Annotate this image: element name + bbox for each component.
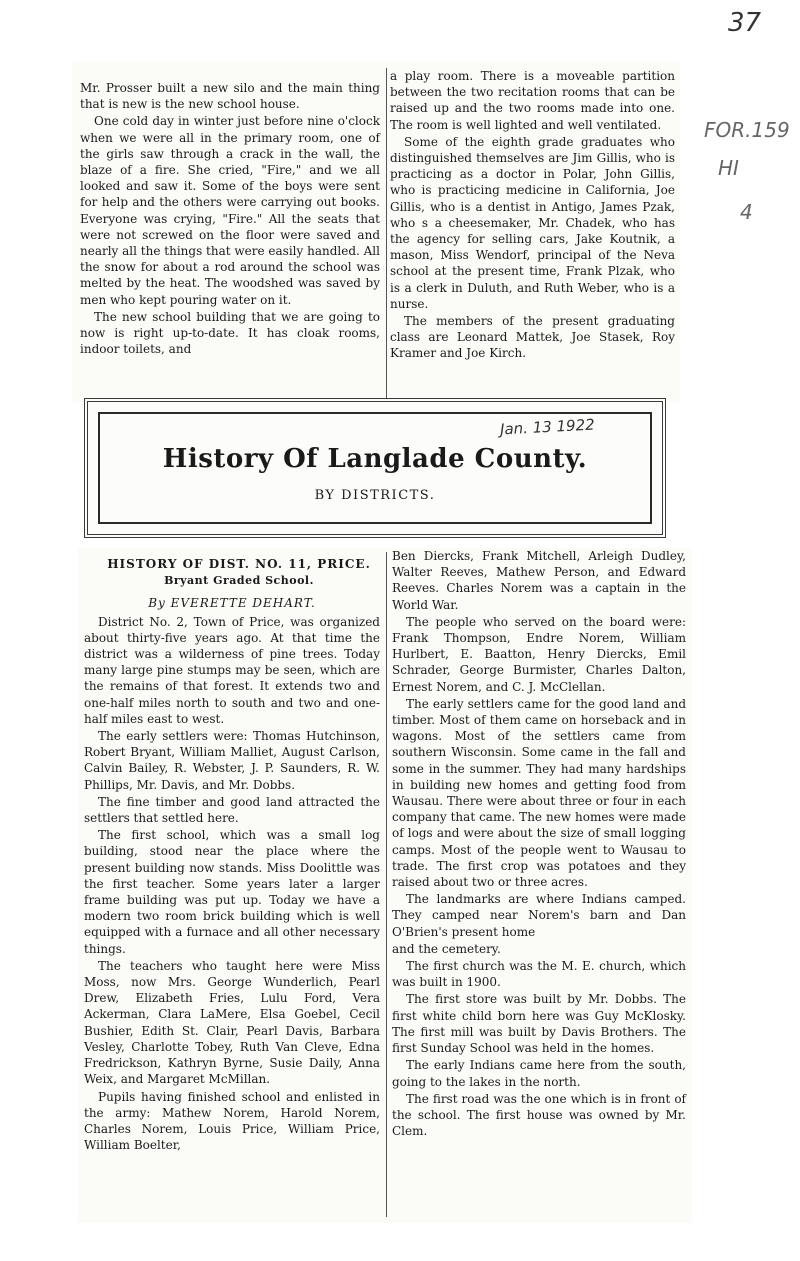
paragraph: The early settlers came for the good land and timber. Most of them came on horseback and in wagons. Most of the settlers came from southern Wisconsin. Some came in the fall and some in the summer. They had many hardships in building new homes and getting food from Wausau. There were about three or four in each company that came. The new homes were made of logs and were about the size of small logging camps. Most of the people went to Wausau to trade. The first crop was potatoes and they raised about two or three acres. <box>392 696 686 890</box>
paragraph: a play room. There is a moveable partition between the two recitation rooms that can be raised up and the two rooms made into one. The room is well lighted and well ventilated. <box>390 69 675 132</box>
paragraph: The first church was the M. E. church, which was built in 1900. <box>392 959 686 990</box>
paragraph: The new school building that we are going to now is right up-to-date. It has cloak rooms, indoor toilets, and <box>80 309 380 357</box>
handwritten-date: Jan. 13 1922 <box>499 415 596 439</box>
margin-note-code: FOR.159 <box>704 118 790 142</box>
top-clipping <box>72 62 680 402</box>
article-subhead: Bryant Graded School. <box>164 574 314 588</box>
margin-note-num: 4 <box>740 200 753 224</box>
top-right-column <box>390 68 675 363</box>
margin-note-hi: HI <box>718 156 739 180</box>
paragraph: The first store was built by Mr. Dobbs. The first white child born here was Guy McKlosky. The first mill was built by Davis Brothers. The first Sunday School was held in the homes. <box>392 992 686 1056</box>
paragraph: The early Indians came here from the south, going to the lakes in the north. <box>392 1058 686 1089</box>
article-left-column <box>84 556 380 1154</box>
paragraph: The people who served on the board were: Frank Thompson, Endre Norem, William Hurlbert, E. Baatton, Henry Diercks, Emil Schrader, George Burmister, Charles Dalton, Ernest Norem, and C. J. McClellan. <box>392 614 686 694</box>
paragraph: The early settlers were: Thomas Hutchinson, Robert Bryant, William Malliet, August Carlson, Calvin Bailey, R. Webster, J. P. Saunders, R. W. Phillips, Mr. Davis, and Mr. Dobbs. <box>84 729 380 792</box>
article-byline: By EVERETTE DEHART. <box>148 596 316 611</box>
paragraph: The first school, which was a small log building, stood near the place where the present building now stands. Miss Doolittle was the first teacher. Some years later a larger frame building was put up. Today we have a modern two room brick building which is well equipped with a furnace and all other necessary things. <box>84 828 380 956</box>
banner-subtitle: BY DISTRICTS. <box>314 488 436 503</box>
banner-title: History Of Langlade County. <box>162 444 588 474</box>
paragraph: The members of the present graduating class are Leonard Mattek, Joe Stasek, Roy Kramer and Joe Kirch. <box>390 314 675 361</box>
page-number: 37 <box>728 8 762 38</box>
paragraph: Mr. Prosser built a new silo and the main thing that is new is the new school house. <box>80 81 380 112</box>
paragraph: District No. 2, Town of Price, was organized about thirty-five years ago. At that time the district was a wilderness of pine trees. Today many large pine stumps may be seen, which are the remains of that forest. It extends two and one-half miles north to south and two and one-half miles east to west. <box>84 614 380 726</box>
article-clipping <box>78 548 692 1223</box>
paragraph: Pupils having finished school and enlisted in the army: Mathew Norem, Harold Norem, Charles Norem, Louis Price, William Price, William Boelter, <box>84 1089 380 1153</box>
paragraph: One cold day in winter just before nine o'clock when we were all in the primary room, one of the girls saw through a crack in the wall, the blaze of a fire. She cried, "Fire," and we all looked and saw it. Some of the boys were sent for help and the others were carrying out books. Everyone was crying, "Fire." All the seats that were not screwed on the floor were saved and nearly all the things that were easily handled. All the snow for about a rod around the school was melted by the heat. The woodshed was saved by men who kept pouring water on it. <box>80 114 380 307</box>
paragraph: The teachers who taught here were Miss Moss, now Mrs. George Wunderlich, Pearl Drew, Elizabeth Fries, Lulu Ford, Vera Ackerman, Clara LaMere, Elsa Goebel, Cecil Bushier, Edith St. Clair, Pearl Davis, Barbara Vesley, Charlotte Tobey, Ruth Van Cleve, Edna Fredrickson, Kathryn Byrne, Susie Daily, Anna Weix, and Margaret McMillan. <box>84 958 380 1087</box>
column-rule <box>386 552 387 1217</box>
paragraph: The landmarks are where Indians camped. They camped near Norem's barn and Dan O'Brien's present home <box>392 892 686 939</box>
top-left-column <box>80 80 380 358</box>
article-right-column <box>392 548 686 1140</box>
column-rule <box>386 68 387 398</box>
paragraph: The first road was the one which is in front of the school. The first house was owned by Mr. Clem. <box>392 1091 686 1139</box>
paragraph: Ben Diercks, Frank Mitchell, Arleigh Dudley, Walter Reeves, Mathew Person, and Edward Reeves. Charles Norem was a captain in the World War. <box>392 549 686 612</box>
paragraph: The fine timber and good land attracted the settlers that settled here. <box>84 794 380 826</box>
paragraph: and the cemetery. <box>392 941 501 956</box>
paragraph: Some of the eighth grade graduates who distinguished themselves are Jim Gillis, who is practicing as a doctor in Polar, John Gillis, who is practicing medicine in California, Joe Gillis, who is a dentist in Antigo, James Pzak, who s a cheesemaker, Mr. Chadek, who has the agency for selling cars, Jake Koutnik, a mason, Miss Wendorf, principal of the Neva school at the present time, Frank Plzak, who is a clerk in Duluth, and Ruth Weber, who is a nurse. <box>390 134 675 311</box>
article-headline: HISTORY OF DIST. NO. 11, PRICE. <box>107 557 371 571</box>
